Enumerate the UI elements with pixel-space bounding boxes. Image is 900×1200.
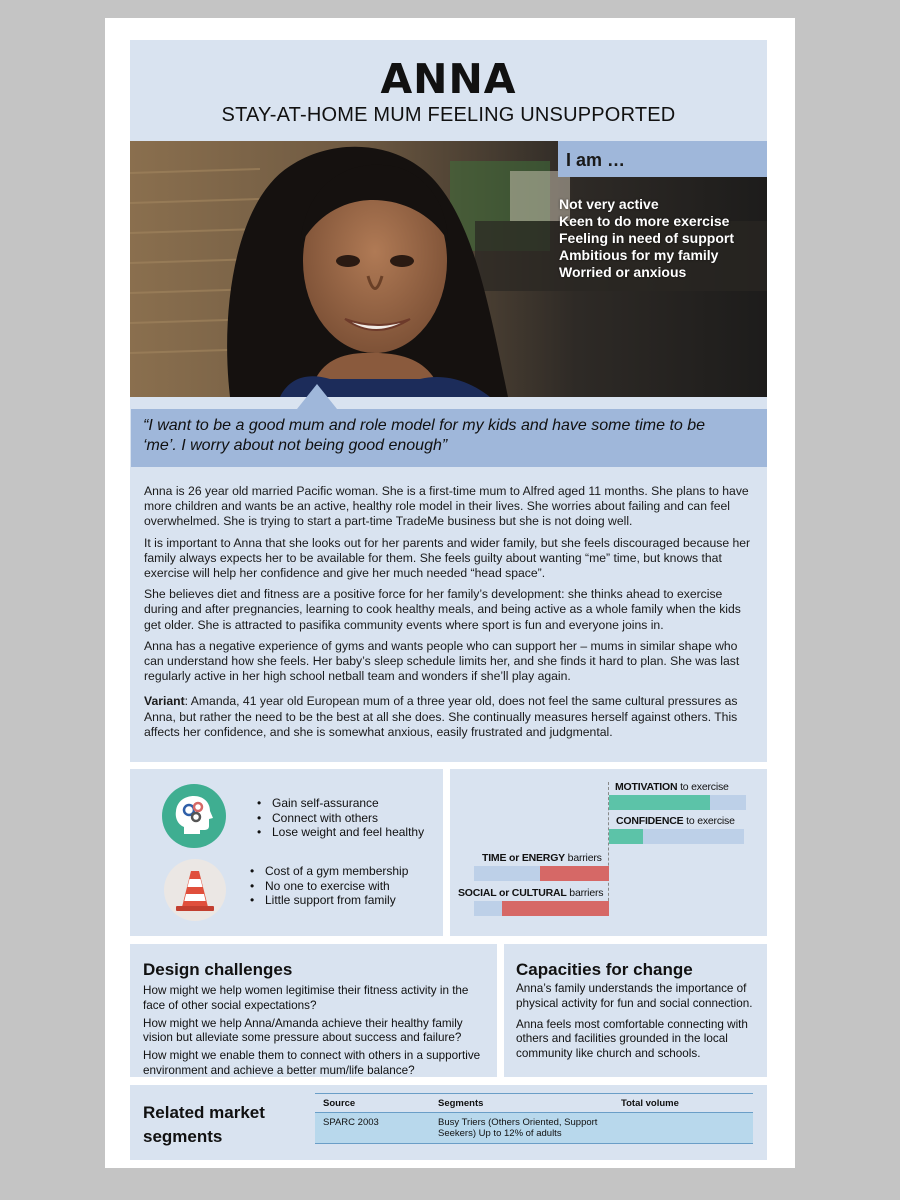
bar-label-confidence: CONFIDENCE to exercise (616, 815, 735, 827)
bar-label-motivation: MOTIVATION to exercise (615, 781, 729, 793)
barrier-item: • No one to exercise with (265, 879, 408, 894)
barriers-list (265, 864, 408, 908)
column-header: Total volume (613, 1094, 753, 1113)
persona-header (130, 40, 767, 141)
bar-social-cultural (502, 901, 609, 916)
persona-name: ANNA (380, 55, 517, 103)
bar-motivation (609, 795, 710, 810)
variant-text: : Amanda, 41 year old European mum of a three year old, does not feel the same cultural pressures as Anna, but rather the need to be the best at all she does. She continually measures herself against others. This affects her confidence, and she is somewhat anxious, easily frustrated and judgmental. (144, 694, 738, 739)
table-row (315, 1113, 753, 1144)
i-am-title: I am … (566, 150, 626, 170)
story-paragraph: It is important to Anna that she looks out for her parents and wider family, but she feels discouraged because her family always expects her to be available for them. She feels guilty about wanting “me” time, but knows that exercise will help her confidence and give her much needed “head space”. (144, 535, 751, 581)
segments-table (315, 1093, 753, 1144)
design-challenges-title: Design challenges (143, 960, 293, 979)
story-paragraph: Anna is 26 year old married Pacific woman. She is a first-time mum to Alfred aged 11 months. She plans to have more children and wants be an active, healthy role model in their lives. She worries about failing and can feel overwhelmed. She is trying to start a part-time TradeMe business but she is not doing well. (144, 484, 749, 529)
goal-item: • Lose weight and feel healthy (272, 825, 424, 840)
quote-pointer (297, 384, 337, 409)
bar-label-social-cultural: SOCIAL or CULTURAL barriers (458, 887, 604, 899)
persona-quote: “I want to be a good mum and role model for my kids and have some time to be ‘me’. I worry about not being good enough” (143, 417, 706, 454)
goals-list (272, 796, 424, 840)
barrier-item: • Cost of a gym membership (265, 864, 408, 879)
column-header: Source (315, 1094, 430, 1113)
capacity-item: Anna’s family understands the importance of physical activity for fun and social connection. (516, 982, 753, 1010)
design-challenge-item: How might we enable them to connect with others in a supportive environment and achieve a better mum/life balance? (143, 1049, 481, 1077)
story-text (144, 484, 759, 746)
segments-header-row (315, 1094, 753, 1113)
story-paragraph: She believes diet and fitness are a positive force for her family’s development: she thinks ahead to exercise during and after pregnancies, learning to cook healthy meals, and being active as a whole family when the kids get older. She is attracted to pasifika community events where sport is fun and everyone joins in. (144, 587, 741, 632)
bar-time-energy (540, 866, 609, 881)
variant-label: Variant (144, 694, 185, 709)
i-am-item: Ambitious for my family (559, 247, 719, 263)
capacities-list (516, 982, 760, 1065)
head-gears-icon (162, 784, 226, 848)
goal-item: • Gain self-assurance (272, 796, 424, 811)
design-challenges-list (143, 984, 488, 1082)
i-am-item: Not very active (559, 196, 659, 212)
segments-title: Related market segments (143, 1103, 265, 1146)
persona-subtitle: STAY-AT-HOME MUM FEELING UNSUPPORTED (221, 104, 676, 126)
i-am-item: Feeling in need of support (559, 230, 734, 246)
capacities-title: Capacities for change (516, 960, 693, 979)
table-cell: Busy Triers (Others Oriented, Support Seekers) Up to 12% of adults (430, 1113, 613, 1144)
table-cell (613, 1113, 753, 1144)
table-cell: SPARC 2003 (315, 1113, 430, 1144)
story-paragraph: Anna has a negative experience of gyms and wants people who can support her – mums in similar shape who can understand how she feels. Her baby’s sleep schedule limits her, and she finds it hard to plan. She was last regularly active in her high school netball team and wonders if she’ll play again. (144, 638, 740, 684)
persona-photo (130, 141, 767, 397)
bar-confidence (609, 829, 643, 844)
variant-paragraph (144, 694, 759, 740)
i-am-item: Worried or anxious (559, 264, 687, 280)
i-am-item: Keen to do more exercise (559, 213, 730, 229)
column-header: Segments (430, 1094, 613, 1113)
i-am-list (559, 196, 734, 281)
design-challenge-item: How might we help women legitimise their fitness activity in the face of other social expectations? (143, 984, 469, 1012)
design-challenge-item: How might we help Anna/Amanda achieve their healthy family vision but alleviate some pressure about success and failure? (143, 1016, 463, 1045)
bar-label-time-energy: TIME or ENERGY barriers (482, 852, 602, 864)
goal-item: • Connect with others (272, 811, 424, 826)
traffic-cone-icon (164, 859, 226, 921)
capacity-item: Anna feels most comfortable connecting with others and facilities grounded in the local community like church and schools. (516, 1017, 748, 1061)
barrier-item: • Little support from family (265, 893, 408, 908)
